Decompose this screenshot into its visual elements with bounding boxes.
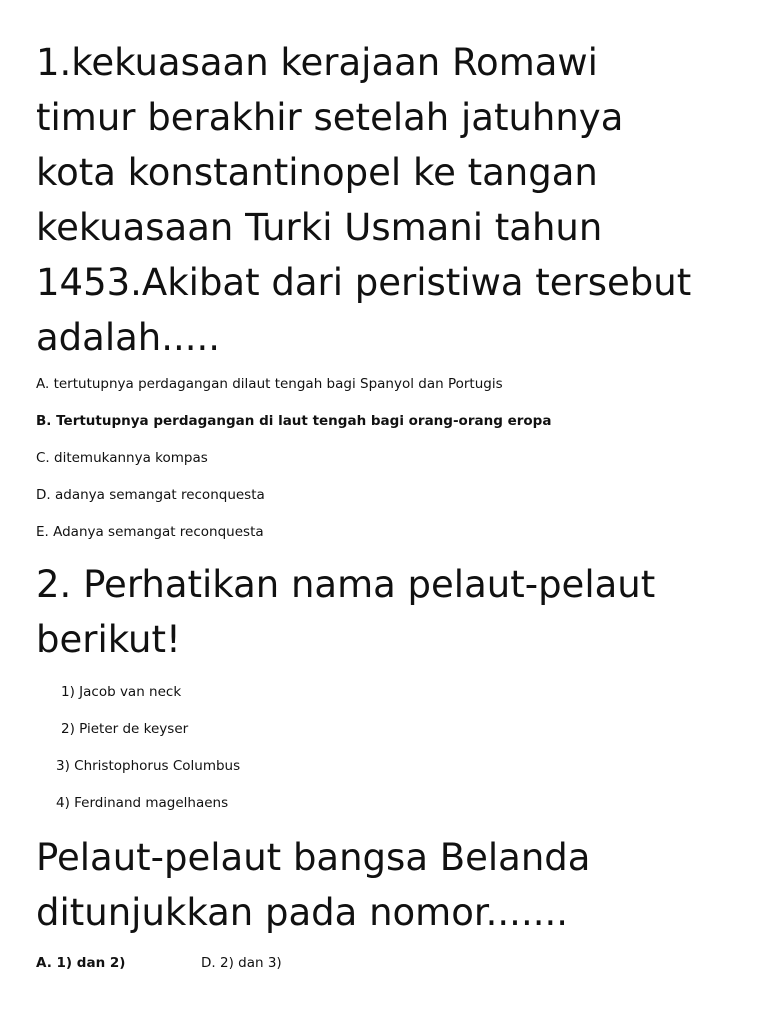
option-d: D. adanya semangat reconquesta <box>36 487 265 503</box>
sailor-item: 1) Jacob van neck <box>61 684 182 700</box>
question-1-line: adalah..... <box>36 316 221 359</box>
question-2-prompt <box>36 830 590 940</box>
question-2-line: berikut! <box>36 618 181 661</box>
sailor-list <box>36 683 240 831</box>
question-1-options <box>36 375 551 560</box>
option-c: C. ditemukannya kompas <box>36 450 208 466</box>
answer-a: A. 1) dan 2) <box>36 955 126 971</box>
question-2-prompt-line: Pelaut-pelaut bangsa Belanda <box>36 836 591 879</box>
option-e: E. Adanya semangat reconquesta <box>36 524 264 540</box>
question-1-line: 1.kekuasaan kerajaan Romawi <box>36 41 598 84</box>
answer-d: D. 2) dan 3) <box>201 955 282 971</box>
option-b-answer: B. Tertutupnya perdagangan di laut tengah bagi orang-orang eropa <box>36 413 552 429</box>
question-1-line: timur berakhir setelah jatuhnya <box>36 96 624 139</box>
question-1-line: kekuasaan Turki Usmani tahun <box>36 206 603 249</box>
question-1-text <box>36 35 691 365</box>
question-1-line: 1453.Akibat dari peristiwa tersebut <box>36 261 692 304</box>
question-1-line: kota konstantinopel ke tangan <box>36 151 598 194</box>
question-2-text <box>36 557 655 667</box>
question-2-line: 2. Perhatikan nama pelaut-pelaut <box>36 563 656 606</box>
option-a: A. tertutupnya perdagangan dilaut tengah bagi Spanyol dan Portugis <box>36 376 503 392</box>
sailor-item: 2) Pieter de keyser <box>61 721 189 737</box>
sailor-item: 3) Christophorus Columbus <box>56 758 241 774</box>
question-2-prompt-line: ditunjukkan pada nomor....... <box>36 891 568 934</box>
sailor-item: 4) Ferdinand magelhaens <box>56 795 229 811</box>
